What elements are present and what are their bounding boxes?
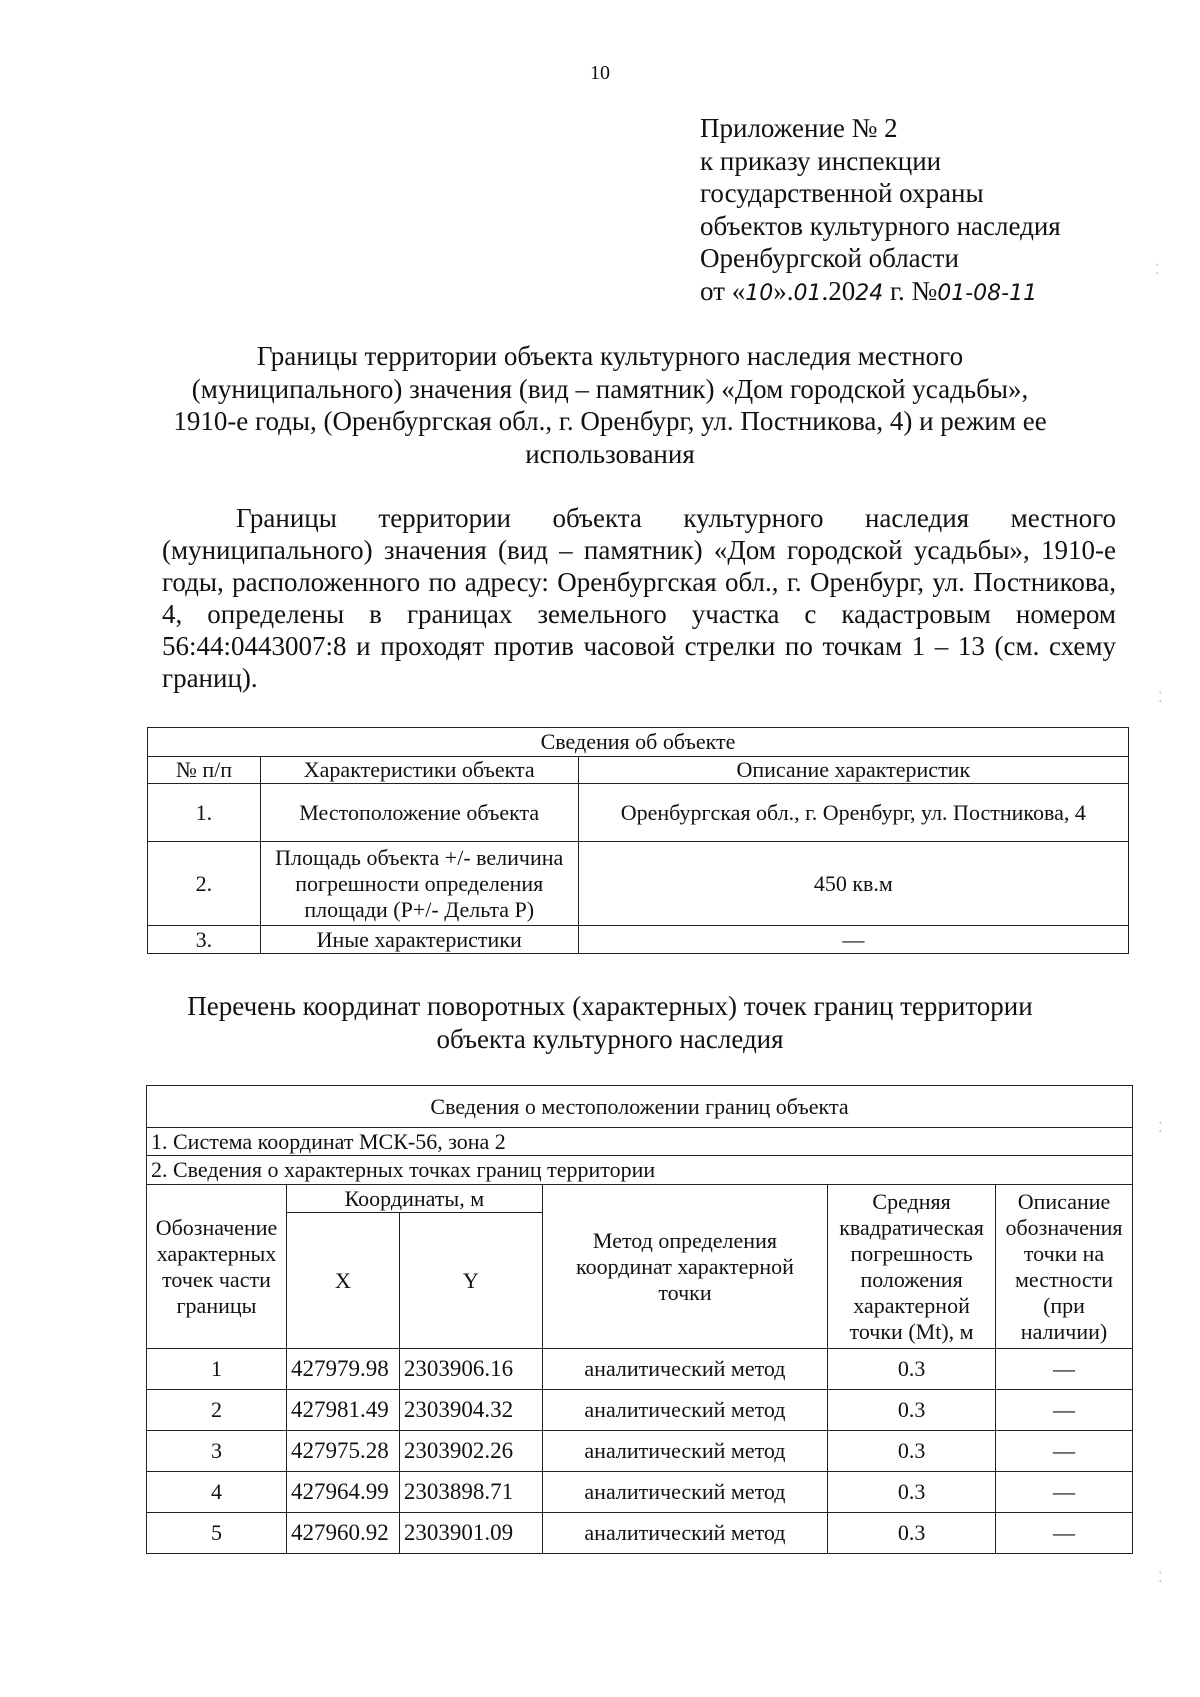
method-cell: аналитический метод [542,1513,827,1554]
scan-speck: ⁚ [1158,1571,1163,1586]
description-header: Описание обозначения точки на местности (при наличии) [996,1185,1133,1349]
x-coordinate: 427960.92 [286,1513,399,1554]
intro-paragraph: Границы территории объекта культурного наследия местного (муниципального) значения (вид – памятник) «Дом городской усадьбы», 1910-е годы, расположенного по адресу: Оренбургская обл., г. Оренбург, ул. Постникова, 4, определены в границах земельного участка с кадастровым номером 56:44:0443007:8 и проходят против часовой стрелки по точкам 1 – 13 (см. схему границ). [162,503,1116,693]
coordinates-list-title [130,990,1090,1055]
column-header: № п/п [148,757,261,784]
characteristic-description: — [578,926,1128,954]
title-line: Границы территории объекта культурного наследия местного [256,341,964,371]
appendix-header [700,112,1061,310]
description-cell: — [996,1390,1133,1431]
y-coordinate: 2303898.71 [399,1472,542,1513]
table-row [147,1472,1133,1513]
description-cell: — [996,1472,1133,1513]
error-cell: 0.3 [828,1472,996,1513]
table-row [147,1349,1133,1390]
appendix-line: к приказу инспекции [700,145,942,176]
error-header: Средняя квадратическая погрешность положения характерной точки (Mt), м [828,1185,996,1349]
error-cell: 0.3 [828,1513,996,1554]
points-heading-row: 2. Сведения о характерных точках границ территории [147,1156,1133,1185]
row-number: 3. [148,926,261,954]
title-line: Перечень координат поворотных (характерных) точек границ территории [187,991,1033,1021]
order-month: 01 [793,280,822,306]
title-line: использования [525,438,695,469]
object-characteristic: Местоположение объекта [260,784,578,842]
scan-speck: ⁚ [1158,691,1163,706]
description-cell: — [996,1513,1133,1554]
point-number: 2 [147,1390,287,1431]
y-header: Y [399,1213,542,1349]
x-coordinate: 427975.28 [286,1431,399,1472]
order-day: 10 [745,280,774,306]
y-coordinate: 2303906.16 [399,1349,542,1390]
method-cell: аналитический метод [542,1431,827,1472]
method-cell: аналитический метод [542,1349,827,1390]
object-table-caption: Сведения об объекте [148,728,1129,757]
point-number: 3 [147,1431,287,1472]
scan-speck: ⁚ [1158,1121,1163,1136]
error-cell: 0.3 [828,1431,996,1472]
table-row [147,1390,1133,1431]
order-date-line [700,275,1061,311]
description-cell: — [996,1349,1133,1390]
document-title [130,340,1090,470]
method-cell: аналитический метод [542,1390,827,1431]
description-cell: — [996,1431,1133,1472]
row-number: 1. [148,784,261,842]
y-coordinate: 2303901.09 [399,1513,542,1554]
order-year: 24 [855,280,884,306]
x-coordinate: 427964.99 [286,1472,399,1513]
method-cell: аналитический метод [542,1472,827,1513]
column-header: Характеристики объекта [260,757,578,784]
title-line: (муниципального) значения (вид – памятник) «Дом городской усадьбы», [191,373,1029,404]
object-characteristic: Иные характеристики [260,926,578,954]
table-row [147,1431,1133,1472]
coordinate-system-row: 1. Система координат МСК-56, зона 2 [147,1128,1133,1156]
point-number: 5 [147,1513,287,1554]
coordinates-header: Координаты, м [286,1185,542,1213]
row-number: 2. [148,842,261,926]
point-number: 4 [147,1472,287,1513]
object-characteristic: Площадь объекта +/- величина погрешности определения площади (Р+/- Дельта Р) [260,842,578,926]
x-coordinate: 427981.49 [286,1390,399,1431]
x-coordinate: 427979.98 [286,1349,399,1390]
error-cell: 0.3 [828,1349,996,1390]
y-coordinate: 2303902.26 [399,1431,542,1472]
order-number: 01-08-11 [937,280,1038,306]
order-sep: г. № [883,275,938,306]
characteristic-description: 450 кв.м [578,842,1128,926]
table-row [147,1513,1133,1554]
order-sep: .20 [821,275,856,306]
object-info-table [147,727,1129,954]
x-header: X [286,1213,399,1349]
coordinates-table [146,1085,1133,1554]
column-header: Описание характеристик [578,757,1128,784]
point-designation-header: Обозначение характерных точек части границы [147,1185,287,1349]
page-number: 10 [590,62,610,84]
title-line: объекта культурного наследия [436,1023,784,1054]
appendix-line: объектов культурного наследия [700,210,1061,241]
appendix-line: Приложение № 2 [700,113,898,143]
order-prefix: от « [700,275,746,306]
appendix-line: Оренбургской области [700,243,959,273]
characteristic-description: Оренбургская обл., г. Оренбург, ул. Постникова, 4 [578,784,1128,842]
order-sep: ». [773,275,794,306]
title-line: 1910-е годы, (Оренбургская обл., г. Оренбург, ул. Постникова, 4) и режим ее [173,406,1047,436]
coord-table-caption: Сведения о местоположении границ объекта [147,1086,1133,1128]
error-cell: 0.3 [828,1390,996,1431]
y-coordinate: 2303904.32 [399,1390,542,1431]
point-number: 1 [147,1349,287,1390]
method-header: Метод определения координат характерной точки [542,1185,827,1349]
appendix-line: государственной охраны [700,178,984,208]
scan-speck: ⁚ [1155,263,1160,278]
